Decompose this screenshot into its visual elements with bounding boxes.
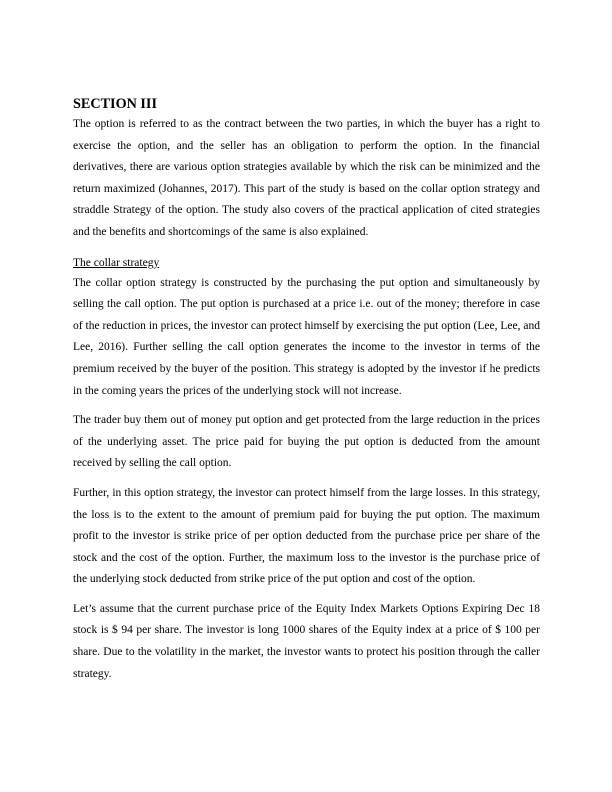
body-paragraph: The trader buy them out of money put option and get protected from the large reduction in the prices of the underlying asset. The price paid for buying the put option is deducted from the amount received by selling the call option.: [73, 414, 540, 470]
body-paragraph: The collar option strategy is constructed by the purchasing the put option and simultaneously by selling the call option. The put option is purchased at a price i.e. out of the money; therefore in case of the reduction in prices, the investor can protect himself by exercising the put option (Lee, Lee, and Lee, 2016). Further selling the call option generates the income to the investor in terms of the premium received by the buyer of the position. This strategy is adopted by the investor if he predicts in the coming years the prices of the underlying stock will not increase.: [73, 276, 540, 397]
section-heading: SECTION III: [73, 96, 157, 112]
body-paragraph: Further, in this option strategy, the investor can protect himself from the large losses. In this strategy, the loss is to the extent to the amount of premium paid for buying the put option. The maximum profit to the investor is strike price of per option deducted from the purchase price per share of the stock and the cost of the option. Further, the maximum loss to the investor is the purchase price of the underlying stock deducted from strike price of the put option and cost of the option.: [73, 486, 540, 586]
document-page: [73, 94, 540, 685]
collar-strategy-subheading: The collar strategy: [73, 256, 160, 269]
body-paragraph: Let’s assume that the current purchase price of the Equity Index Markets Options Expiring Dec 18 stock is $ 94 per share. The investor is long 1000 shares of the Equity index at a price of $ 100 per share. Due to the volatility in the market, the investor wants to protect his position through the caller strategy.: [73, 602, 540, 680]
intro-paragraph: The option is referred to as the contract between the two parties, in which the buyer has a right to exercise the option, and the seller has an obligation to perform the option. In the financial derivatives, there are various option strategies available by which the risk can be minimized and the return maximized (Johannes, 2017). This part of the study is based on the collar option strategy and straddle Strategy of the option. The study also covers of the practical application of cited strategies and the benefits and shortcomings of the same is also explained.: [73, 118, 540, 238]
